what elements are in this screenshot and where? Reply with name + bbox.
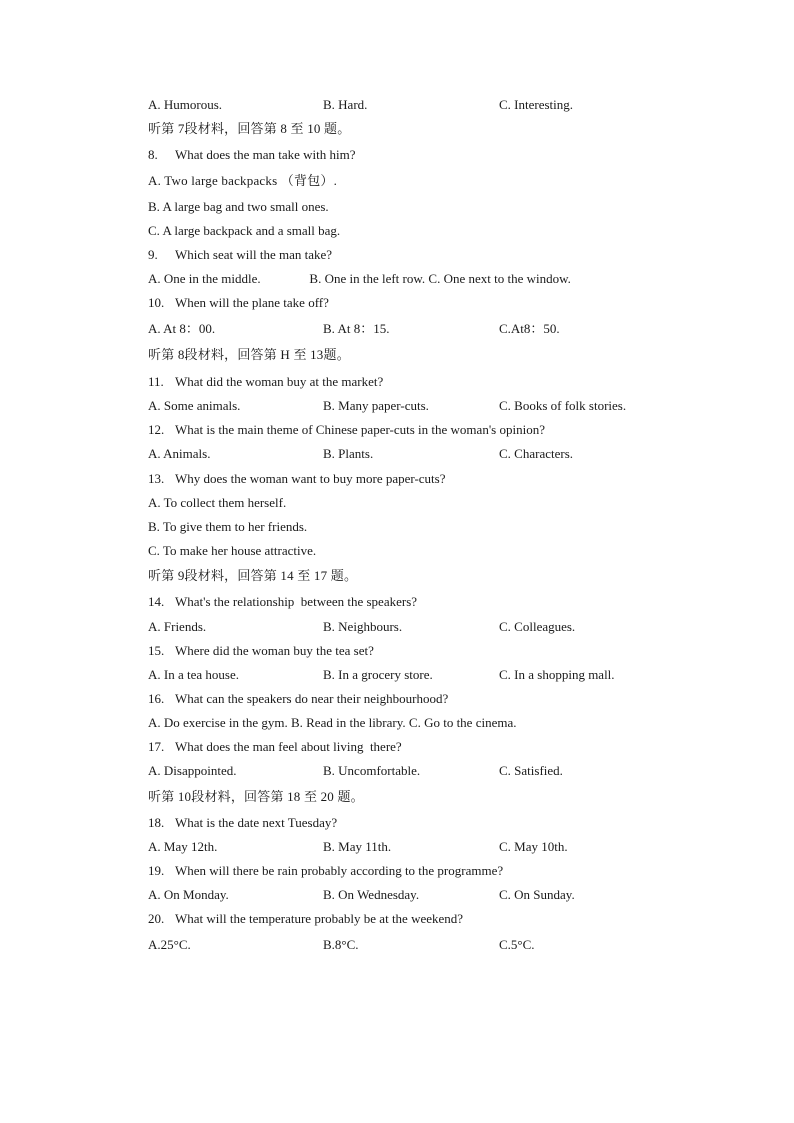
question-number: 15. [148,643,165,658]
section-instruction: 听第 7段材料，回答第 8 至 10 题。 [148,121,351,136]
answer-line: B. To give them to her friends. [148,519,308,534]
question-text: Where did the woman buy the tea set? [175,643,374,658]
question-number: 11. [148,374,164,389]
answer-option-c: C. Books of folk stories. [499,398,627,413]
question-number: 13. [148,471,165,486]
answer-option-b: B. Neighbours. [323,619,403,634]
answer-option-c: C.At8：50. [499,321,560,336]
question-text: What does the man feel about living there? [175,739,402,754]
answer-option-b: B. On Wednesday. [323,887,420,902]
question-line [148,594,417,610]
question-text: What does the man take with him? [175,147,356,162]
question-number: 14. [148,594,165,609]
answer-line: A. Do exercise in the gym. B. Read in the library. C. Go to the cinema. [148,715,517,730]
answer-line: C. To make her house attractive. [148,543,317,558]
answer-option-a: A. Humorous. [148,97,223,112]
answer-option-a: A. May 12th. [148,839,218,854]
answer-line: A. To collect them herself. [148,495,287,510]
answer-option-c: C. May 10th. [499,839,568,854]
question-line [148,739,402,755]
question-number: 10. [148,295,165,310]
answer-option-b: B. At 8：15. [323,321,390,336]
answer-option-c: C. On Sunday. [499,887,575,902]
question-line [148,422,545,438]
question-line [148,815,337,831]
question-line [148,471,446,487]
question-number: 17. [148,739,165,754]
question-text: What is the date next Tuesday? [175,815,338,830]
question-line [148,147,356,163]
answer-option-b: B. Plants. [323,446,374,461]
question-number: 12. [148,422,165,437]
answer-option-b: B. Many paper-cuts. [323,398,429,413]
question-line [148,295,329,311]
answer-option-c: C. Colleagues. [499,619,576,634]
answer-line: C. A large backpack and a small bag. [148,223,341,238]
question-text: Which seat will the man take? [175,247,333,262]
question-text: What is the main theme of Chinese paper-cuts in the woman's opinion? [175,422,545,437]
answer-option-b: B. Uncomfortable. [323,763,421,778]
answer-option-b: B. In a grocery store. [323,667,433,682]
answer-option-b: B.8°C. [323,937,359,952]
question-text: When will there be rain probably according to the programme? [175,863,504,878]
answer-option-a: A. In a tea house. [148,667,239,682]
question-text: What will the temperature probably be at the weekend? [175,911,464,926]
question-number: 16. [148,691,165,706]
answer-option-a: A. Animals. [148,446,211,461]
section-instruction: 听第 10段材料，回答第 18 至 20 题。 [148,789,364,804]
question-line [148,863,503,879]
question-line [148,374,383,390]
section-instruction: 听第 8段材料，回答第 H 至 13题。 [148,347,350,362]
answer-option-c: C.5°C. [499,937,535,952]
answer-option-a: A. Disappointed. [148,763,237,778]
answer-option-c: C. Satisfied. [499,763,563,778]
question-line [148,911,463,927]
question-number: 9. [148,247,158,262]
answer-option-a: A.25°C. [148,937,191,952]
answer-option-b: B. Hard. [323,97,368,112]
answer-line: A. One in the middle. B. One in the left row. C. One next to the window. [148,271,571,286]
answer-option-a: A. On Monday. [148,887,229,902]
question-number: 8. [148,147,158,162]
question-line [148,643,374,659]
question-text: When will the plane take off? [175,295,329,310]
answer-option-c: C. In a shopping mall. [499,667,615,682]
question-text: What can the speakers do near their neighbourhood? [175,691,449,706]
answer-line: B. A large bag and two small ones. [148,199,329,214]
question-number: 19. [148,863,165,878]
question-line [148,247,332,263]
section-instruction: 听第 9段材料，回答第 14 至 17 题。 [148,568,358,583]
answer-option-b: B. May 11th. [323,839,392,854]
question-text: What's the relationship between the speakers? [175,594,418,609]
question-number: 18. [148,815,165,830]
answer-option-a: A. At 8：00. [148,321,216,336]
answer-option-c: C. Characters. [499,446,574,461]
answer-line: A. Two large backpacks （背包）. [148,173,338,188]
answer-option-a: A. Friends. [148,619,207,634]
answer-option-c: C. Interesting. [499,97,574,112]
question-line [148,691,448,707]
answer-option-a: A. Some animals. [148,398,241,413]
question-number: 20. [148,911,165,926]
question-text: What did the woman buy at the market? [175,374,384,389]
question-text: Why does the woman want to buy more paper-cuts? [175,471,446,486]
